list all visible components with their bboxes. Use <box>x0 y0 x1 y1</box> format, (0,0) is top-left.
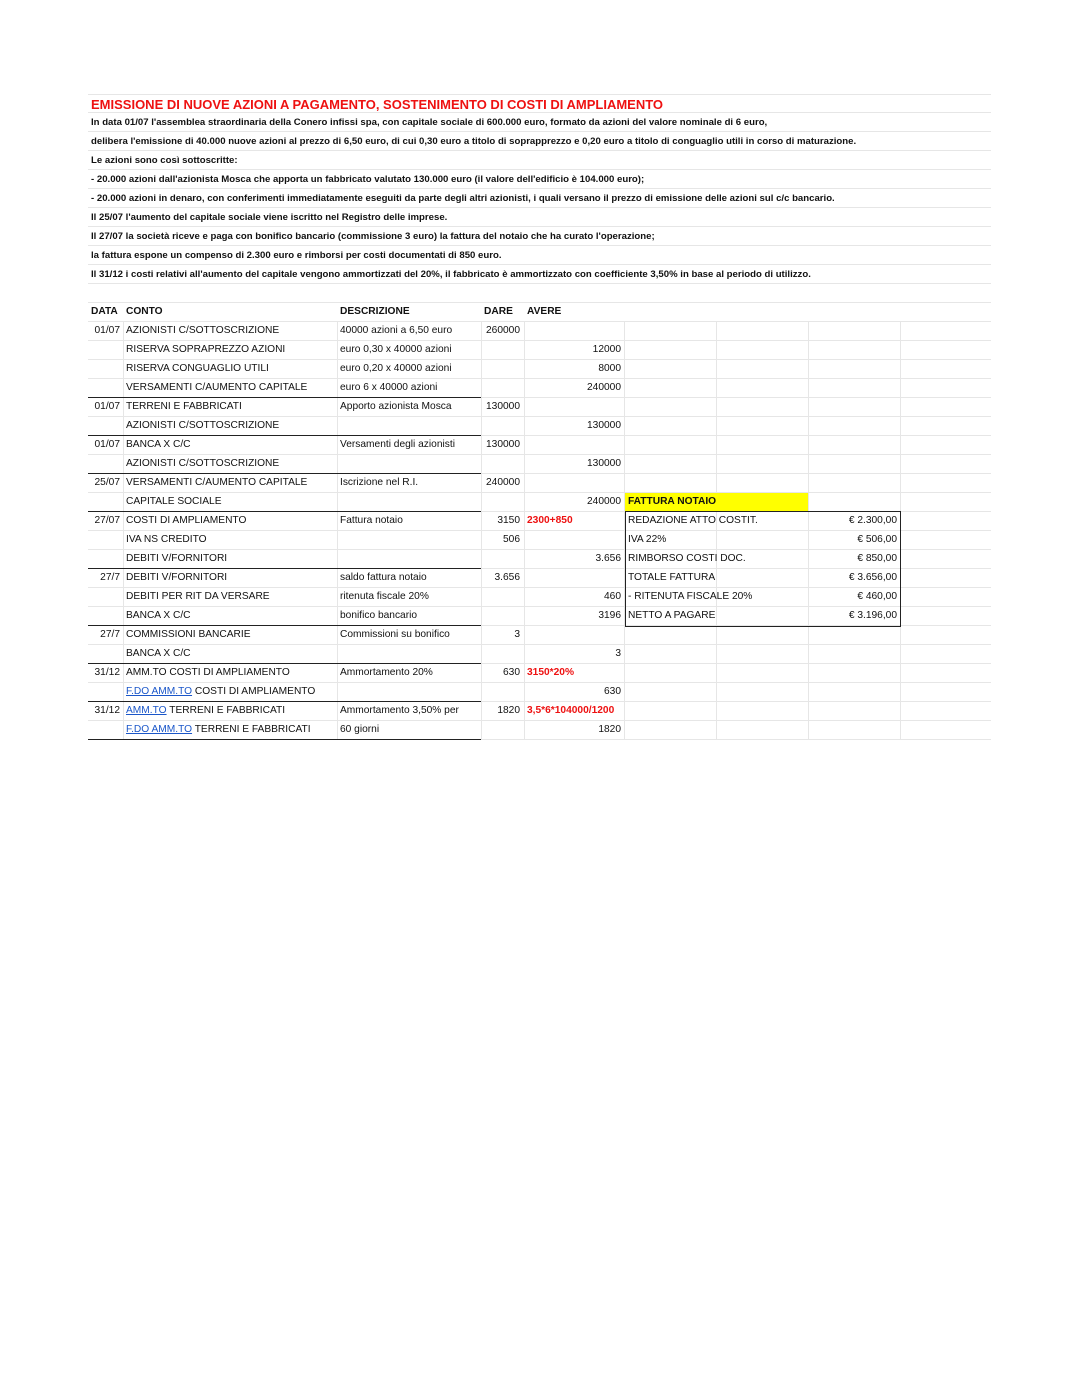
grid-line <box>900 474 901 492</box>
grid-line <box>624 436 625 454</box>
fattura-value: € 460,00 <box>857 591 897 602</box>
cell-dare: 3150 <box>497 515 520 526</box>
grid-line <box>716 398 717 416</box>
blank-row <box>88 284 991 303</box>
entry-separator <box>88 568 481 569</box>
fattura-value: € 506,00 <box>857 534 897 545</box>
fattura-label: REDAZIONE ATTO COSTIT. <box>628 515 758 526</box>
cell-avere: 630 <box>604 686 621 697</box>
grid-line <box>624 721 625 739</box>
cell-data <box>88 493 124 511</box>
cell-descrizione <box>337 645 481 663</box>
cell-data: 31/12 <box>94 667 120 678</box>
fattura-value: € 3.656,00 <box>848 572 897 583</box>
cell-dare <box>481 455 524 473</box>
sheet-title: EMISSIONE DI NUOVE AZIONI A PAGAMENTO, SOSTENIMENTO DI COSTI DI AMPLIAMENTO <box>91 97 664 112</box>
table-row <box>88 493 991 512</box>
cell-dare: 630 <box>503 667 520 678</box>
intro-text: Il 25/07 l'aumento del capitale sociale viene iscritto nel Registro delle imprese. <box>91 212 448 223</box>
cell-avere: 8000 <box>598 363 621 374</box>
grid-line <box>624 683 625 701</box>
conto-text: TERRENI E FABBRICATI <box>194 724 311 735</box>
grid-line <box>624 322 625 340</box>
grid-line <box>900 493 901 511</box>
table-row <box>88 664 991 683</box>
cell-avere: 130000 <box>587 458 621 469</box>
grid-line <box>624 664 625 682</box>
cell-data <box>88 645 124 663</box>
cell-descrizione: euro 0,20 x 40000 azioni <box>340 363 452 374</box>
cell-conto: VERSAMENTI C/AUMENTO CAPITALE <box>126 382 308 393</box>
grid-line <box>716 645 717 663</box>
cell-descrizione: Fattura notaio <box>340 515 403 526</box>
grid-line <box>808 436 809 454</box>
cell-conto: VERSAMENTI C/AUMENTO CAPITALE <box>126 477 308 488</box>
grid-line <box>808 398 809 416</box>
table-row <box>88 683 991 702</box>
cell-conto: IVA NS CREDITO <box>126 534 207 545</box>
cell-note: 2300+850 <box>527 515 573 526</box>
grid-line <box>900 683 901 701</box>
grid-line <box>900 379 901 397</box>
cell-conto: TERRENI E FABBRICATI <box>126 401 242 412</box>
cell-avere <box>524 436 624 454</box>
cell-descrizione: euro 6 x 40000 azioni <box>340 382 438 393</box>
grid-line <box>808 702 809 720</box>
entry-separator <box>88 701 481 702</box>
grid-line <box>808 683 809 701</box>
cell-note: 3150*20% <box>527 667 575 678</box>
entry-separator <box>88 435 481 436</box>
grid-line <box>808 341 809 359</box>
grid-line <box>716 436 717 454</box>
cell-descrizione: bonifico bancario <box>340 610 418 621</box>
cell-conto: DEBITI PER RIT DA VERSARE <box>126 591 270 602</box>
cell-data: 01/07 <box>94 325 120 336</box>
grid-line <box>900 664 901 682</box>
cell-dare: 240000 <box>486 477 520 488</box>
conto-text: COSTI DI AMPLIAMENTO <box>194 686 316 697</box>
cell-descrizione <box>337 455 481 473</box>
cell-data: 01/07 <box>94 439 120 450</box>
grid-line <box>716 341 717 359</box>
table-row <box>88 398 991 417</box>
grid-line <box>624 360 625 378</box>
cell-conto: BANCA X C/C <box>126 439 191 450</box>
conto-text: TERRENI E FABBRICATI <box>169 705 286 716</box>
grid-line <box>900 645 901 663</box>
cell-conto: AMM.TO COSTI DI AMPLIAMENTO <box>126 667 290 678</box>
cell-conto: DEBITI V/FORNITORI <box>126 572 228 583</box>
cell-descrizione: saldo fattura notaio <box>340 572 427 583</box>
intro-row <box>88 113 991 132</box>
cell-dare <box>481 360 524 378</box>
grid-line <box>808 322 809 340</box>
cell-dare <box>481 493 524 511</box>
cell-avere <box>524 398 624 416</box>
cell-descrizione: Versamenti degli azionisti <box>340 439 455 450</box>
grid-line <box>900 398 901 416</box>
cell-data <box>88 360 124 378</box>
cell-conto <box>123 683 337 701</box>
cell-data <box>88 607 124 625</box>
grid-line <box>716 721 717 739</box>
grid-line <box>624 455 625 473</box>
cell-data <box>88 721 124 739</box>
intro-text: delibera l'emissione di 40.000 nuove azioni al prezzo di 6,50 euro, di cui 0,30 euro a titolo di soprapprezzo e 0,20 euro a titolo di conguaglio utili in corso di maturazione. <box>91 136 857 147</box>
intro-text: Le azioni sono così sottoscritte: <box>91 155 238 166</box>
grid-line <box>624 645 625 663</box>
cell-data: 31/12 <box>94 705 120 716</box>
grid-line <box>900 702 901 720</box>
table-row <box>88 417 991 436</box>
cell-data <box>88 455 124 473</box>
cell-data <box>88 531 124 549</box>
grid-line <box>624 341 625 359</box>
cell-dare <box>481 417 524 435</box>
table-row <box>88 702 991 721</box>
cell-avere: 3196 <box>598 610 621 621</box>
cell-descrizione: euro 0,30 x 40000 azioni <box>340 344 452 355</box>
grid-line <box>716 417 717 435</box>
cell-data <box>88 341 124 359</box>
header-avere: AVERE <box>527 306 562 317</box>
intro-row <box>88 132 991 151</box>
grid-line <box>624 398 625 416</box>
cell-descrizione: Iscrizione nel R.I. <box>340 477 419 488</box>
cell-avere: 240000 <box>587 382 621 393</box>
cell-dare: 260000 <box>486 325 520 336</box>
cell-avere <box>524 474 624 492</box>
grid-line <box>624 702 625 720</box>
grid-line <box>716 455 717 473</box>
header-descrizione: DESCRIZIONE <box>340 306 410 317</box>
grid-line <box>716 683 717 701</box>
header-data: DATA <box>91 306 118 317</box>
cell-descrizione: Commissioni su bonifico <box>340 629 450 640</box>
grid-line <box>900 721 901 739</box>
cell-dare: 506 <box>503 534 520 545</box>
cell-data <box>88 379 124 397</box>
entry-separator <box>88 473 481 474</box>
grid-line <box>716 702 717 720</box>
fattura-title: FATTURA NOTAIO <box>625 493 808 511</box>
grid-line <box>808 379 809 397</box>
cell-dare <box>481 645 524 663</box>
cell-descrizione <box>337 683 481 701</box>
cell-dare: 130000 <box>486 439 520 450</box>
entry-separator <box>88 663 481 664</box>
grid-line <box>624 417 625 435</box>
grid-line <box>900 626 901 644</box>
cell-descrizione <box>337 417 481 435</box>
cell-avere: 240000 <box>587 496 621 507</box>
cell-data <box>88 588 124 606</box>
fattura-label: IVA 22% <box>628 534 667 545</box>
cell-data: 01/07 <box>94 401 120 412</box>
header-row <box>88 303 991 322</box>
cell-descrizione <box>337 493 481 511</box>
intro-row <box>88 227 991 246</box>
cell-avere: 3.656 <box>595 553 621 564</box>
entry-separator <box>88 511 481 512</box>
table-row <box>88 341 991 360</box>
fattura-label: RIMBORSO COSTI DOC. <box>628 553 746 564</box>
cell-avere <box>524 626 624 644</box>
header-dare: DARE <box>484 306 513 317</box>
cell-avere: 12000 <box>592 344 621 355</box>
cell-descrizione: 40000 azioni a 6,50 euro <box>340 325 453 336</box>
entry-separator <box>88 397 481 398</box>
cell-descrizione <box>337 531 481 549</box>
grid-line <box>900 341 901 359</box>
cell-descrizione: ritenuta fiscale 20% <box>340 591 429 602</box>
title-row <box>88 94 991 113</box>
cell-conto: AZIONISTI C/SOTTOSCRIZIONE <box>126 420 280 431</box>
grid-line <box>808 493 809 511</box>
cell-conto: COMMISSIONI BANCARIE <box>126 629 251 640</box>
table-row <box>88 626 991 645</box>
cell-data: 27/7 <box>100 629 120 640</box>
conto-link[interactable]: F.DO AMM.TO <box>126 724 193 735</box>
cell-descrizione: Ammortamento 3,50% per <box>340 705 459 716</box>
cell-conto: CAPITALE SOCIALE <box>126 496 222 507</box>
grid-line <box>716 322 717 340</box>
cell-dare <box>481 588 524 606</box>
grid-line <box>808 645 809 663</box>
cell-conto: AZIONISTI C/SOTTOSCRIZIONE <box>126 458 280 469</box>
entry-separator <box>88 739 481 740</box>
conto-link[interactable]: F.DO AMM.TO <box>126 686 193 697</box>
cell-conto: BANCA X C/C <box>126 648 191 659</box>
cell-conto: DEBITI V/FORNITORI <box>126 553 228 564</box>
cell-conto: RISERVA SOPRAPREZZO AZIONI <box>126 344 286 355</box>
cell-avere: 1820 <box>598 724 621 735</box>
grid-line <box>900 417 901 435</box>
cell-dare: 130000 <box>486 401 520 412</box>
table-row <box>88 379 991 398</box>
cell-data: 25/07 <box>94 477 120 488</box>
grid-line <box>900 322 901 340</box>
cell-descrizione <box>337 550 481 568</box>
cell-dare <box>481 550 524 568</box>
table-row <box>88 436 991 455</box>
cell-avere <box>524 322 624 340</box>
cell-dare <box>481 379 524 397</box>
grid-line <box>624 379 625 397</box>
cell-dare <box>481 721 524 739</box>
grid-line <box>624 626 625 644</box>
cell-avere <box>524 569 624 587</box>
cell-descrizione: Ammortamento 20% <box>340 667 433 678</box>
grid-line <box>808 360 809 378</box>
intro-row <box>88 151 991 170</box>
cell-descrizione: 60 giorni <box>340 724 380 735</box>
cell-avere: 460 <box>604 591 621 602</box>
cell-conto: RISERVA CONGUAGLIO UTILI <box>126 363 269 374</box>
fattura-value: € 3.196,00 <box>848 610 897 621</box>
cell-dare: 3 <box>514 629 520 640</box>
spreadsheet <box>88 94 991 740</box>
grid-line <box>716 379 717 397</box>
grid-line <box>624 474 625 492</box>
grid-line <box>900 455 901 473</box>
grid-line <box>808 664 809 682</box>
fattura-label: TOTALE FATTURA <box>628 572 716 583</box>
intro-text: - 20.000 azioni dall'azionista Mosca che apporta un fabbricato valutato 130.000 euro (il valore dell'edificio è 104.000 euro); <box>91 174 645 185</box>
intro-row <box>88 246 991 265</box>
cell-conto: COSTI DI AMPLIAMENTO <box>126 515 247 526</box>
table-row <box>88 455 991 474</box>
grid-line <box>716 664 717 682</box>
cell-conto: BANCA X C/C <box>126 610 191 621</box>
cell-dare: 1820 <box>497 705 520 716</box>
fattura-value: € 850,00 <box>857 553 897 564</box>
intro-text: Il 31/12 i costi relativi all'aumento del capitale vengono ammortizzati del 20%, il fabbricato è ammortizzato con coefficiente 3,50% in base al periodo di utilizzo. <box>91 269 811 280</box>
grid-line <box>716 474 717 492</box>
cell-conto <box>123 721 337 739</box>
entry-separator <box>88 625 481 626</box>
cell-data <box>88 683 124 701</box>
cell-dare <box>481 607 524 625</box>
cell-dare: 3.656 <box>494 572 520 583</box>
intro-text: Il 27/07 la società riceve e paga con bonifico bancario (commissione 3 euro) la fattura del notaio che ha curato l'operazione; <box>91 231 655 242</box>
cell-avere: 130000 <box>587 420 621 431</box>
cell-note: 3,5*6*104000/1200 <box>527 705 615 716</box>
fattura-value: € 2.300,00 <box>848 515 897 526</box>
cell-data <box>88 550 124 568</box>
fattura-label: - RITENUTA FISCALE 20% <box>628 591 753 602</box>
cell-descrizione: Apporto azionista Mosca <box>340 401 452 412</box>
table-row <box>88 474 991 493</box>
cell-conto: AZIONISTI C/SOTTOSCRIZIONE <box>126 325 280 336</box>
intro-text: - 20.000 azioni in denaro, con conferimenti immediatamente eseguiti da parte degli altri azionisti, i quali versano il prezzo di emissione delle azioni sul c/c bancario. <box>91 193 835 204</box>
cell-data <box>88 417 124 435</box>
cell-avere <box>524 531 624 549</box>
intro-row <box>88 189 991 208</box>
header-conto: CONTO <box>126 306 163 317</box>
cell-avere: 3 <box>615 648 621 659</box>
cell-conto <box>123 702 337 720</box>
grid-line <box>808 721 809 739</box>
cell-data: 27/07 <box>94 515 120 526</box>
table-row <box>88 322 991 341</box>
cell-data: 27/7 <box>100 572 120 583</box>
intro-text: la fattura espone un compenso di 2.300 euro e rimborsi per costi documentati di 850 euro. <box>91 250 502 261</box>
grid-line <box>808 626 809 644</box>
conto-link[interactable]: AMM.TO <box>126 705 167 716</box>
grid-line <box>808 455 809 473</box>
intro-row <box>88 208 991 227</box>
grid-line <box>900 436 901 454</box>
grid-line <box>808 417 809 435</box>
intro-row <box>88 170 991 189</box>
grid-line <box>716 360 717 378</box>
intro-text: In data 01/07 l'assemblea straordinaria della Conero infissi spa, con capitale sociale di 600.000 euro, formato da azioni del valore nominale di 6 euro, <box>91 117 768 128</box>
table-row <box>88 645 991 664</box>
cell-dare <box>481 683 524 701</box>
table-row <box>88 360 991 379</box>
grid-line <box>716 626 717 644</box>
cell-dare <box>481 341 524 359</box>
fattura-label: NETTO A PAGARE <box>628 610 716 621</box>
grid-line <box>900 360 901 378</box>
table-row <box>88 721 991 740</box>
intro-row <box>88 265 991 284</box>
grid-line <box>808 474 809 492</box>
